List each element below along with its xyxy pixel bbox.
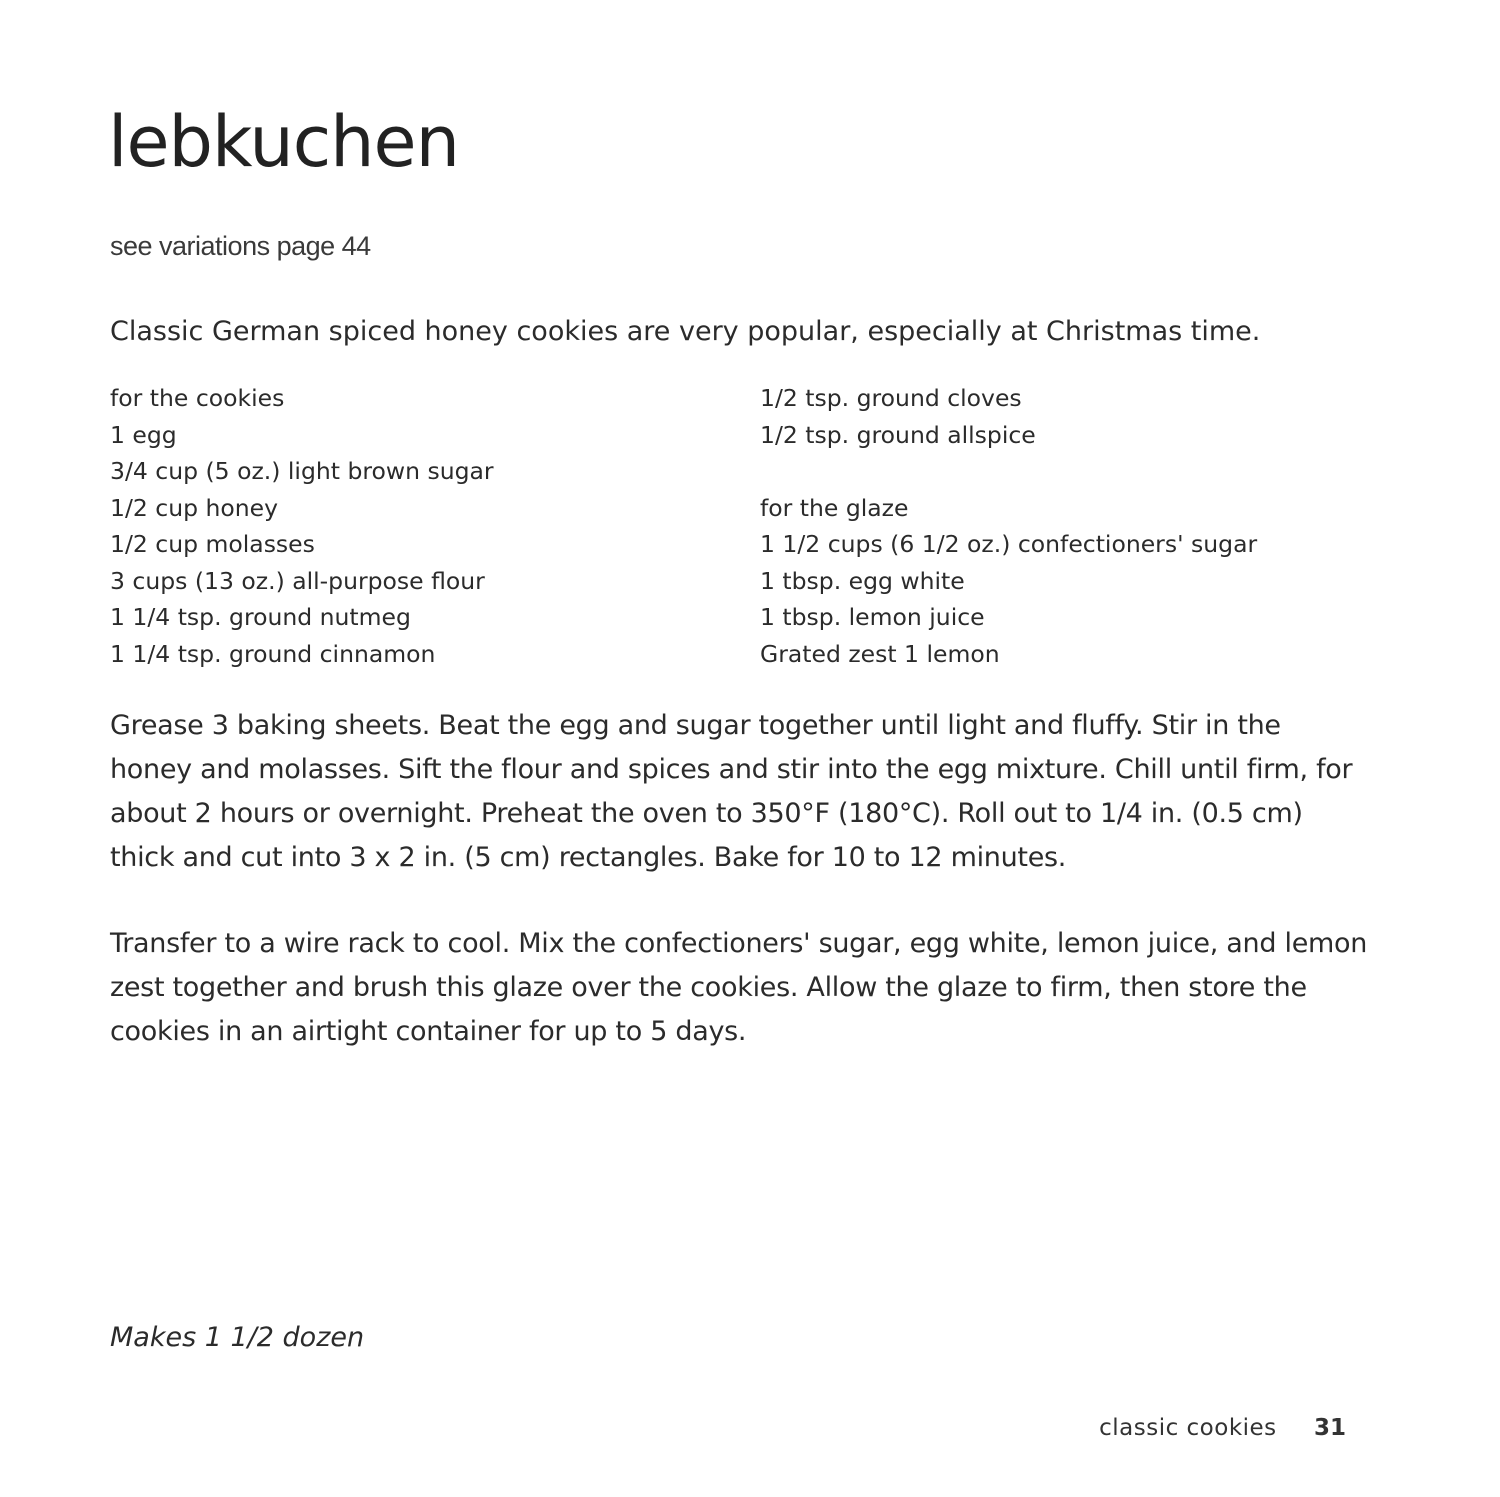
method-paragraph-1 (110, 704, 1370, 880)
ingredient-line: 1/2 cup honey (110, 493, 279, 522)
ingredient-heading-cookies: for the cookies (110, 384, 285, 412)
footer-section-title: classic cookies (1099, 1415, 1277, 1441)
recipe-title: lebkuchen (108, 101, 459, 183)
ingredient-line: 1 tbsp. egg white (760, 566, 965, 595)
page-number: 31 (1313, 1415, 1346, 1441)
ingredients-left-column (110, 380, 730, 672)
ingredient-line: 1/2 tsp. ground allspice (760, 420, 1036, 449)
page-footer (1099, 1408, 1346, 1448)
method-text: Grease 3 baking sheets. Beat the egg and sugar together until light and fluffy. Stir in the honey and molasses. Sift the flour and spices and stir into the egg mixture. Chill until firm, for about 2 hours or overnight. Preheat the oven to 350°F (180°C). Roll out to 1/4 in. (0.5 cm) thick and cut into 3 x 2 in. (5 cm) rectangles. Bake for 10 to 12 minutes. (110, 710, 1353, 873)
ingredient-line: 1 1/4 tsp. ground nutmeg (110, 603, 411, 631)
recipe-yield: Makes 1 1/2 dozen (110, 1322, 365, 1353)
ingredient-spacer (760, 453, 1380, 490)
variations-note: see variations page 44 (110, 231, 371, 261)
ingredient-heading-glaze: for the glaze (760, 493, 909, 522)
ingredient-line: Grated zest 1 lemon (760, 639, 1000, 668)
method-text: Transfer to a wire rack to cool. Mix the confectioners' sugar, egg white, lemon juice, and lemon zest together and brush this glaze over the cookies. Allow the glaze to firm, then store the cookies in an airtight container for up to 5 days. (110, 928, 1368, 1047)
recipe-intro: Classic German spiced honey cookies are very popular, especially at Christmas time. (110, 316, 1261, 347)
ingredient-line: 1/2 cup molasses (110, 530, 315, 558)
ingredient-line: 3/4 cup (5 oz.) light brown sugar (110, 457, 494, 485)
ingredients-right-column (760, 380, 1380, 672)
ingredient-line: 1 tbsp. lemon juice (760, 603, 985, 631)
ingredient-line: 1/2 tsp. ground cloves (760, 384, 1022, 412)
ingredient-line: 1 1/4 tsp. ground cinnamon (110, 639, 436, 668)
ingredient-line: 1 1/2 cups (6 1/2 oz.) confectioners' sugar (760, 530, 1258, 558)
ingredient-line: 3 cups (13 oz.) all-purpose flour (110, 566, 485, 595)
method-paragraph-2 (110, 922, 1370, 1054)
ingredient-line: 1 egg (110, 420, 177, 449)
